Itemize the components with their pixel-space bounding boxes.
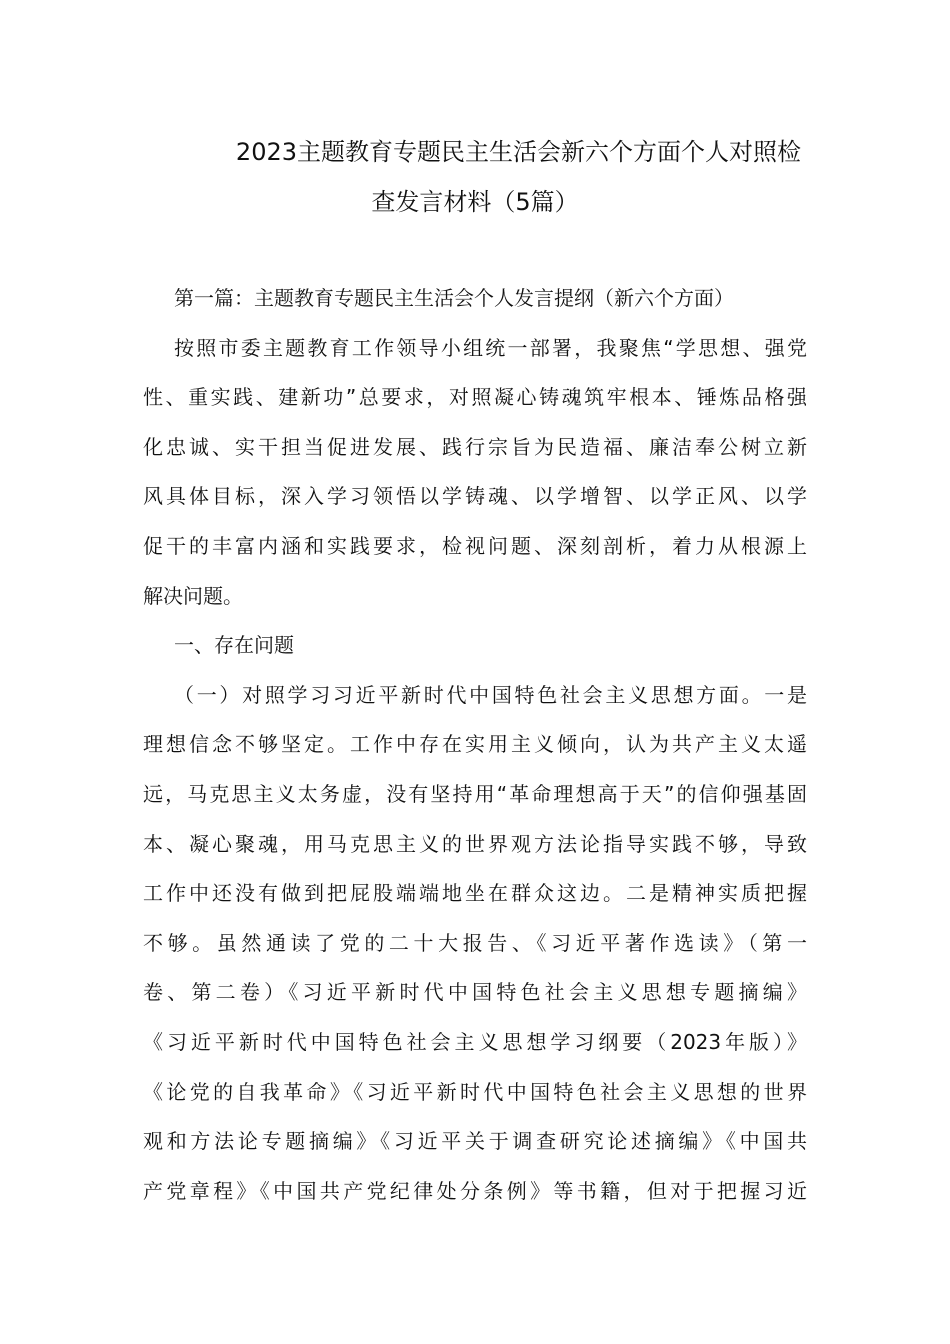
paragraph-line: 《论党的自我革命》《习近平新时代中国特色社会主义思想的世界 (143, 1079, 807, 1104)
document-title (143, 127, 807, 227)
title-line-1: 2023主题教育专题民主生活会新六个方面个人对照检 (235, 138, 801, 166)
paragraph-line: 产党章程》《中国共产党纪律处分条例》等书籍，但对于把握习近 (143, 1178, 807, 1203)
paragraph-line: 促干的丰富内涵和实践要求，检视问题、深刻剖析，着力从根源上 (143, 533, 807, 558)
paragraph-line: 解决问题。 (143, 583, 243, 608)
paragraph-line: 性、重实践、建新功”总要求，对照凝心铸魂筑牢根本、锤炼品格强 (143, 385, 807, 410)
paragraph-line: 按照市委主题教育工作领导小组统一部署，我聚焦“学思想、强党 (174, 335, 807, 360)
paragraph-line: （一）对照学习习近平新时代中国特色社会主义思想方面。一是 (174, 682, 807, 707)
item-1-paragraph (143, 671, 807, 1217)
paragraph-line: 风具体目标，深入学习领悟以学铸魂、以学增智、以学正风、以学 (143, 484, 807, 509)
paragraph-line: 不够。虽然通读了党的二十大报告、《习近平著作选读》（第一 (143, 930, 807, 955)
paragraph-line: 远，马克思主义太务虚，没有坚持用“革命理想高于天”的信仰强基固 (143, 781, 807, 806)
intro-paragraph (143, 324, 807, 622)
paragraph-line: 化忠诚、实干担当促进发展、践行宗旨为民造福、廉洁奉公树立新 (143, 434, 807, 459)
paragraph-line: 卷、第二卷）《习近平新时代中国特色社会主义思想专题摘编》 (143, 980, 807, 1005)
paragraph-line: 观和方法论专题摘编》《习近平关于调查研究论述摘编》《中国共 (143, 1129, 807, 1154)
paragraph-line: 《习近平新时代中国特色社会主义思想学习纲要（2023年版）》 (143, 1029, 807, 1054)
chapter-heading: 第一篇：主题教育专题民主生活会个人发言提纲（新六个方面） (174, 286, 734, 310)
paragraph-line: 工作中还没有做到把屁股端端地坐在群众这边。二是精神实质把握 (143, 881, 807, 906)
paragraph-line: 理想信念不够坚定。工作中存在实用主义倾向，认为共产主义太遥 (143, 732, 807, 757)
title-line-2: 查发言材料（5篇） (371, 188, 579, 216)
document-body (143, 274, 807, 1216)
section-heading: 一、存在问题 (174, 633, 294, 658)
paragraph-line: 本、凝心聚魂，用马克思主义的世界观方法论指导实践不够，导致 (143, 831, 807, 856)
